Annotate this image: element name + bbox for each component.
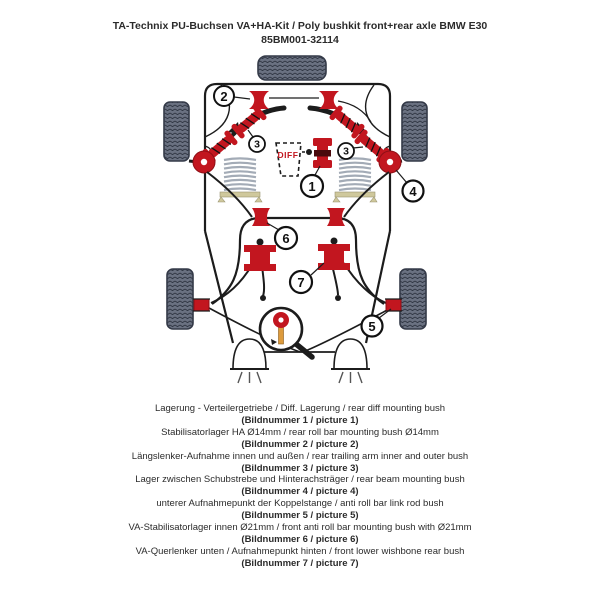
title-line-1: TA-Technix PU-Buchsen VA+HA-Kit / Poly bushkit front+rear axle BMW E30 bbox=[112, 20, 488, 32]
callout-1 bbox=[301, 175, 323, 197]
svg-text:2: 2 bbox=[220, 89, 228, 104]
diff-mount-bush bbox=[306, 138, 332, 168]
svg-text:5: 5 bbox=[368, 319, 376, 334]
callout-3-right bbox=[338, 143, 354, 159]
callout-3-left bbox=[249, 136, 265, 152]
svg-text:4: 4 bbox=[409, 184, 417, 199]
legend-item-text: unterer Aufnahmepunkt der Koppelstange / anti roll bar link rod bush bbox=[156, 498, 444, 510]
diff-label: DIFF bbox=[277, 150, 299, 160]
legend-item bbox=[0, 403, 600, 427]
magnifier-icon bbox=[260, 308, 312, 357]
legend-item bbox=[0, 546, 600, 570]
front-wishbone-bush-right bbox=[318, 238, 350, 271]
legend-item-text: Lager zwischen Schubstrebe und Hinterachsträger / rear beam mounting bush bbox=[135, 474, 465, 486]
legend-item-text: Längslenker-Aufnahme innen und außen / rear trailing arm inner and outer bush bbox=[131, 450, 469, 462]
callout-leaders bbox=[234, 97, 407, 318]
chassis-diagram bbox=[140, 45, 460, 395]
legend-item bbox=[0, 474, 600, 498]
svg-text:6: 6 bbox=[282, 231, 290, 246]
callout-4 bbox=[403, 181, 424, 202]
rear-roll-bar-bush-left bbox=[249, 91, 269, 109]
spare-tire bbox=[258, 56, 326, 80]
legend-item-text: Lagerung - Verteilergetriebe / Diff. Lagerung / rear diff mounting bush bbox=[154, 403, 446, 414]
legend-item bbox=[0, 498, 600, 522]
legend-item-text: Stabilisatorlager HA Ø14mm / rear roll bar mounting bush Ø14mm bbox=[161, 426, 439, 438]
legend-item-caption: (Bildnummer 2 / picture 2) bbox=[241, 438, 359, 450]
headlight-left bbox=[230, 339, 269, 383]
legend-item bbox=[0, 451, 600, 475]
coil-spring-right bbox=[333, 158, 377, 202]
svg-text:7: 7 bbox=[297, 275, 305, 290]
chassis-outline bbox=[205, 84, 390, 343]
legend-item-caption: (Bildnummer 5 / picture 5) bbox=[241, 510, 359, 522]
svg-text:1: 1 bbox=[308, 179, 316, 194]
callout-2 bbox=[214, 86, 234, 106]
rear-right-tire bbox=[402, 102, 427, 161]
front-axle-left bbox=[193, 299, 210, 311]
legend-item bbox=[0, 522, 600, 546]
legend-item-caption: (Bildnummer 7 / picture 7) bbox=[241, 557, 359, 569]
front-left-tire bbox=[167, 269, 193, 329]
legend-item-caption: (Bildnummer 3 / picture 3) bbox=[241, 462, 359, 474]
front-wishbone-bush-left bbox=[244, 239, 276, 272]
legend-item-text: VA-Querlenker unten / Aufnahmepunkt hinten / front lower wishbone rear bush bbox=[135, 545, 465, 557]
legend bbox=[0, 403, 600, 570]
callout-5 bbox=[362, 316, 383, 337]
legend-item-caption: (Bildnummer 4 / picture 4) bbox=[241, 486, 359, 498]
diff-box bbox=[276, 143, 312, 176]
legend-item-caption: (Bildnummer 6 / picture 6) bbox=[241, 533, 359, 545]
rear-left-tire bbox=[164, 102, 189, 161]
coil-spring-left bbox=[218, 158, 262, 202]
title-line-2: 85BM001-32114 bbox=[261, 33, 339, 46]
front-right-tire bbox=[400, 269, 426, 329]
legend-item bbox=[0, 427, 600, 451]
rear-beam-mount-right bbox=[379, 151, 402, 173]
callout-7 bbox=[290, 271, 312, 293]
legend-item-text: VA-Stabilisatorlager innen Ø21mm / front anti roll bar mounting bush with Ø21mm bbox=[128, 522, 472, 534]
headlight-right bbox=[331, 339, 370, 383]
callout-6 bbox=[275, 227, 297, 249]
page-title bbox=[0, 20, 600, 47]
legend-item-caption: (Bildnummer 1 / picture 1) bbox=[241, 414, 359, 426]
svg-text:3: 3 bbox=[343, 145, 349, 158]
rear-beam-mount-left bbox=[189, 151, 215, 173]
svg-text:3: 3 bbox=[254, 138, 260, 151]
front-axle-right bbox=[385, 299, 402, 311]
rear-roll-bar-bush-right bbox=[319, 91, 339, 109]
